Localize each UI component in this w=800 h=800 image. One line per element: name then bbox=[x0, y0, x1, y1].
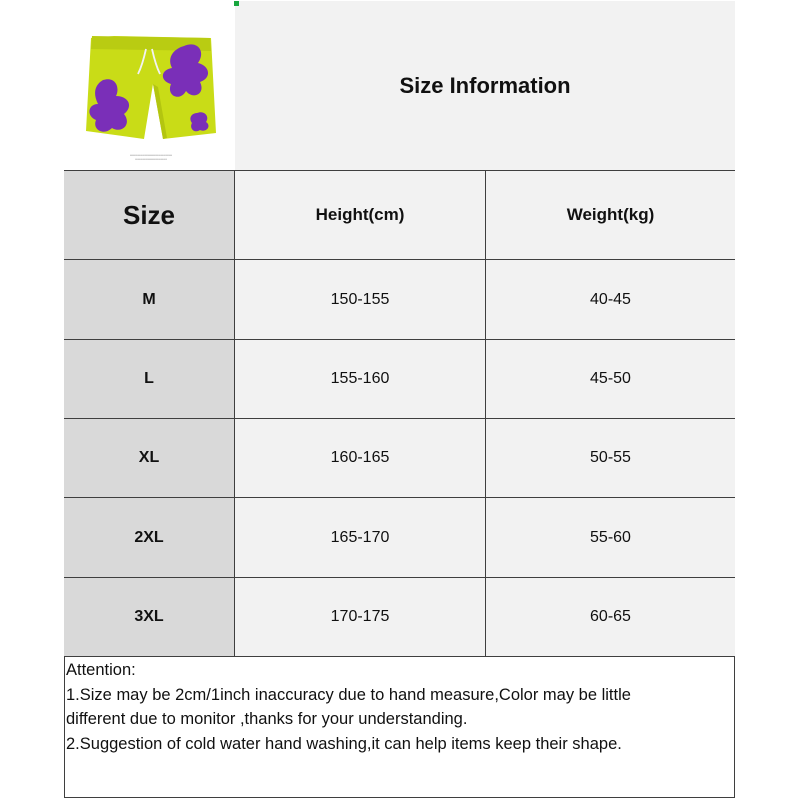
weight-cell: 45-50 bbox=[486, 340, 735, 419]
height-cell: 150-155 bbox=[235, 260, 486, 340]
header-weight: Weight(kg) bbox=[486, 171, 735, 260]
table-row bbox=[64, 340, 735, 419]
size-cell: M bbox=[64, 260, 235, 340]
table-row bbox=[64, 578, 735, 657]
notes-heading: Attention: bbox=[66, 661, 136, 679]
notes-line: different due to monitor ,thanks for your understanding. bbox=[66, 710, 468, 728]
height-cell: 170-175 bbox=[235, 578, 486, 657]
weight-cell: 60-65 bbox=[486, 578, 735, 657]
table-header-row bbox=[64, 171, 735, 260]
size-cell: 2XL bbox=[64, 498, 235, 578]
attention-notes bbox=[66, 658, 732, 756]
notes-line: 2.Suggestion of cold water hand washing,it can help items keep their shape. bbox=[66, 734, 622, 753]
table-row bbox=[64, 498, 735, 578]
corner-marker bbox=[234, 1, 239, 6]
weight-cell: 50-55 bbox=[486, 419, 735, 498]
size-cell: 3XL bbox=[64, 578, 235, 657]
shorts-icon bbox=[86, 18, 216, 148]
height-cell: 165-170 bbox=[235, 498, 486, 578]
table-row bbox=[64, 260, 735, 340]
product-image-caption: •••••••••••••••••••••••••••••••••••••••• •••••••••••••••••••••••••••••• bbox=[129, 153, 172, 161]
table-row bbox=[64, 419, 735, 498]
size-cell: L bbox=[64, 340, 235, 419]
height-cell: 155-160 bbox=[235, 340, 486, 419]
notes-line: 1.Size may be 2cm/1inch inaccuracy due to hand measure,Color may be little bbox=[66, 685, 631, 704]
product-image bbox=[86, 18, 216, 168]
weight-cell: 40-45 bbox=[486, 260, 735, 340]
height-cell: 160-165 bbox=[235, 419, 486, 498]
weight-cell: 55-60 bbox=[486, 498, 735, 578]
header-size: Size bbox=[64, 171, 235, 260]
page-title: Size Information bbox=[235, 1, 735, 171]
header-height: Height(cm) bbox=[235, 171, 486, 260]
size-cell: XL bbox=[64, 419, 235, 498]
